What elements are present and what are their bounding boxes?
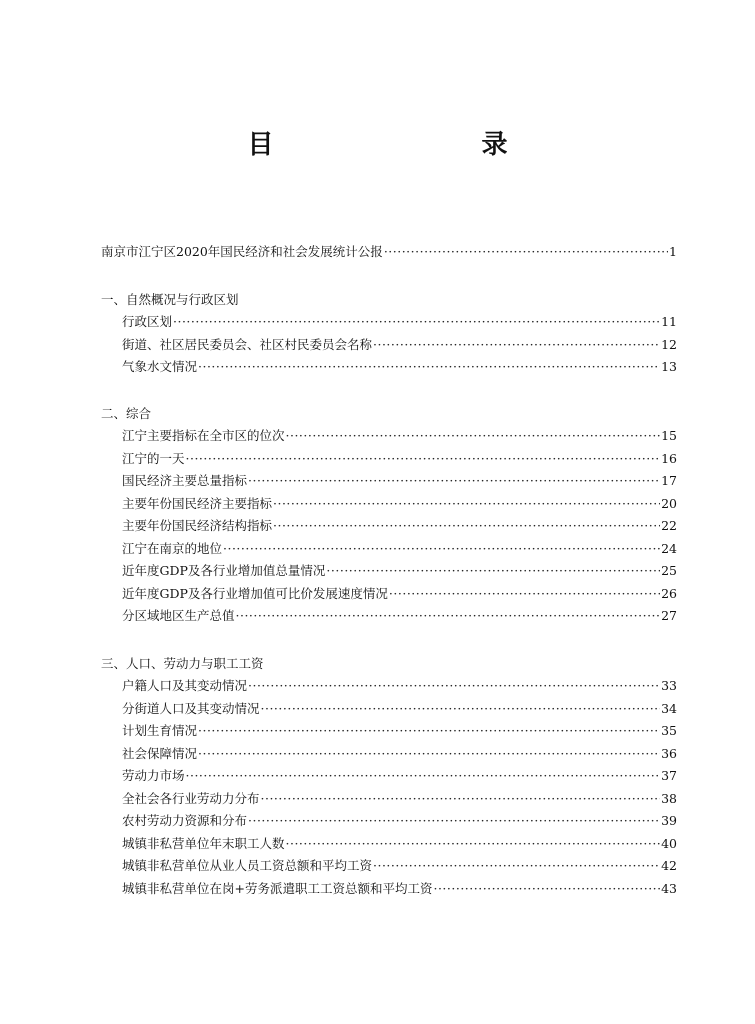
toc-leader-dots: [236, 605, 661, 628]
toc-entry[interactable]: [101, 583, 677, 606]
toc-entry-bulletin[interactable]: [101, 241, 677, 264]
toc-entry[interactable]: [101, 855, 677, 878]
toc-entry-page: 39: [661, 813, 677, 828]
toc-entry[interactable]: [101, 743, 677, 766]
toc-entry-title: 全社会各行业劳动力分布: [122, 790, 260, 806]
toc-leader-dots: [186, 448, 661, 471]
toc-entry-title: 近年度GDP及各行业增加值总量情况: [122, 563, 326, 578]
toc-leader-dots: [389, 583, 660, 606]
toc-leader-dots: [248, 470, 660, 493]
toc-entry-page: 12: [661, 336, 677, 352]
toc-entry-title: 近年度GDP及各行业增加值可比价发展速度情况: [122, 585, 388, 601]
toc-entry-title: 南京市江宁区2020年国民经济和社会发展统计公报: [101, 244, 383, 259]
toc-entry-page: 27: [661, 608, 677, 623]
toc-entry-page: 36: [661, 745, 677, 761]
toc-entry-page: 38: [661, 790, 677, 806]
toc-leader-dots: [223, 538, 660, 561]
toc-entry[interactable]: [101, 698, 677, 721]
toc-entry-title: 社会保障情况: [122, 745, 198, 761]
toc-entry-page: 11: [661, 314, 677, 329]
toc-entry-page: 13: [661, 359, 677, 374]
toc-entry-page: 22: [661, 518, 677, 533]
toc-entry-title: 主要年份国民经济主要指标: [122, 495, 273, 511]
toc-entry-page: 24: [661, 540, 677, 556]
toc-entry-page: 37: [661, 768, 677, 783]
toc-entry-title: 农村劳动力资源和分布: [122, 813, 248, 828]
toc-entry-page: 16: [661, 450, 677, 466]
toc-entry[interactable]: [101, 720, 677, 743]
toc-entry-title: 主要年份国民经济结构指标: [122, 518, 273, 533]
toc-entry[interactable]: [101, 560, 677, 583]
toc-leader-dots: [326, 560, 660, 583]
toc-entry-page: 43: [661, 880, 677, 896]
toc-entry[interactable]: [101, 605, 677, 628]
toc-entry-page: 26: [661, 585, 677, 601]
toc-entry-title: 城镇非私营单位在岗+劳务派遣职工工资总额和平均工资: [122, 880, 433, 896]
toc-entry[interactable]: [101, 448, 677, 471]
toc-entry-page: 34: [661, 700, 677, 716]
toc-entry-title: 行政区划: [122, 314, 173, 329]
toc-leader-dots: [248, 810, 660, 833]
toc-entry[interactable]: [101, 675, 677, 698]
toc-entry-page: 42: [661, 858, 677, 873]
toc-leader-dots: [198, 356, 660, 379]
table-of-contents: [101, 241, 677, 900]
toc-entry[interactable]: [101, 311, 677, 334]
toc-entry[interactable]: [101, 878, 677, 901]
toc-entry-title: 街道、社区居民委员会、社区村民委员会名称: [122, 336, 373, 352]
toc-leader-dots: [186, 765, 661, 788]
toc-entry-title: 户籍人口及其变动情况: [122, 678, 248, 693]
toc-leader-dots: [384, 241, 668, 264]
toc-leader-dots: [286, 833, 661, 856]
toc-entry[interactable]: [101, 810, 677, 833]
toc-entry-page: 20: [661, 495, 677, 511]
toc-entry[interactable]: [101, 765, 677, 788]
toc-entry-title: 国民经济主要总量指标: [122, 473, 248, 488]
toc-entry-page: 17: [661, 473, 677, 488]
toc-entry-page: 40: [661, 835, 677, 851]
toc-entry-title: 气象水文情况: [122, 359, 198, 374]
toc-entry-page: 1: [669, 244, 677, 259]
toc-entry[interactable]: [101, 833, 677, 856]
toc-leader-dots: [261, 698, 661, 721]
toc-leader-dots: [273, 515, 660, 538]
toc-entry-page: 25: [661, 563, 677, 578]
toc-leader-dots: [173, 311, 660, 334]
toc-entry-title: 城镇非私营单位年末职工人数: [122, 835, 285, 851]
toc-entry[interactable]: [101, 470, 677, 493]
section-heading-1: 一、自然概况与行政区划: [101, 291, 239, 307]
page-title: 目 录: [247, 130, 560, 160]
toc-leader-dots: [373, 855, 660, 878]
toc-entry[interactable]: [101, 538, 677, 561]
toc-entry[interactable]: [101, 334, 677, 357]
toc-entry-page: 35: [661, 723, 677, 738]
toc-entry-title: 城镇非私营单位从业人员工资总额和平均工资: [122, 858, 373, 873]
toc-leader-dots: [198, 720, 660, 743]
toc-entry[interactable]: [101, 356, 677, 379]
toc-entry-title: 江宁的一天: [122, 450, 185, 466]
toc-entry[interactable]: [101, 493, 677, 516]
section-heading-2: 二、综合: [101, 405, 152, 421]
toc-leader-dots: [273, 493, 660, 516]
toc-leader-dots: [373, 334, 660, 357]
toc-leader-dots: [433, 878, 660, 901]
toc-entry-page: 33: [661, 678, 677, 693]
toc-entry-title: 分街道人口及其变动情况: [122, 700, 260, 716]
toc-entry-title: 计划生育情况: [122, 723, 198, 738]
toc-leader-dots: [248, 675, 660, 698]
toc-entry-page: 15: [661, 428, 677, 443]
toc-entry-title: 江宁主要指标在全市区的位次: [122, 428, 285, 443]
toc-leader-dots: [198, 743, 660, 766]
toc-entry-title: 劳动力市场: [122, 768, 185, 783]
toc-entry-title: 江宁在南京的地位: [122, 540, 223, 556]
toc-leader-dots: [261, 788, 661, 811]
toc-entry[interactable]: [101, 425, 677, 448]
toc-entry-title: 分区域地区生产总值: [122, 608, 235, 623]
toc-entry[interactable]: [101, 515, 677, 538]
section-heading-3: 三、人口、劳动力与职工工资: [101, 655, 264, 671]
toc-entry[interactable]: [101, 788, 677, 811]
toc-leader-dots: [286, 425, 661, 448]
